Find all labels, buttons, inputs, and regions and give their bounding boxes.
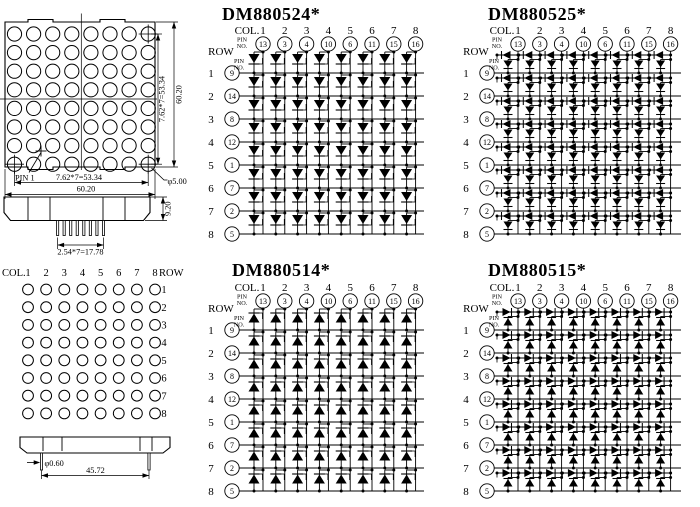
- dim-overall-width: 60.20: [76, 184, 96, 194]
- svg-text:7: 7: [230, 184, 234, 193]
- svg-text:5: 5: [463, 159, 469, 172]
- svg-text:ROW: ROW: [463, 46, 489, 58]
- svg-text:7: 7: [485, 441, 489, 450]
- svg-text:10: 10: [579, 297, 588, 306]
- svg-text:1: 1: [515, 282, 521, 294]
- svg-text:3: 3: [208, 370, 214, 383]
- svg-text:3: 3: [282, 297, 287, 306]
- svg-text:7: 7: [391, 25, 397, 37]
- svg-text:COL.: COL.: [234, 282, 260, 294]
- circuit-dm880524: [195, 22, 450, 247]
- svg-text:11: 11: [368, 297, 376, 306]
- svg-text:2: 2: [43, 268, 49, 279]
- svg-text:4: 4: [325, 282, 332, 294]
- svg-text:1: 1: [230, 161, 234, 170]
- svg-text:5: 5: [208, 159, 214, 172]
- svg-text:5: 5: [347, 282, 353, 294]
- dim-vertical-pitch: 7.62*7=53.34: [157, 75, 167, 123]
- svg-text:PIN: PIN: [237, 293, 247, 301]
- svg-text:NO.: NO.: [236, 300, 248, 307]
- svg-text:10: 10: [579, 40, 588, 49]
- svg-text:4: 4: [208, 393, 214, 406]
- svg-text:7: 7: [646, 282, 652, 294]
- svg-text:1: 1: [260, 25, 266, 37]
- svg-text:16: 16: [411, 40, 420, 49]
- svg-text:9: 9: [230, 326, 234, 335]
- svg-text:NO.: NO.: [233, 321, 245, 329]
- svg-text:6: 6: [161, 373, 167, 385]
- svg-text:PIN: PIN: [492, 293, 502, 301]
- svg-text:11: 11: [368, 40, 376, 49]
- svg-text:3: 3: [537, 297, 542, 306]
- svg-text:8: 8: [463, 485, 469, 498]
- svg-text:5: 5: [97, 268, 104, 279]
- svg-text:16: 16: [666, 40, 675, 49]
- svg-text:3: 3: [208, 113, 214, 126]
- svg-text:5: 5: [161, 355, 167, 367]
- svg-text:14: 14: [228, 349, 236, 358]
- svg-text:COL.: COL.: [489, 282, 515, 294]
- svg-text:6: 6: [603, 40, 608, 49]
- svg-text:NO.: NO.: [488, 64, 500, 72]
- svg-text:7: 7: [230, 441, 234, 450]
- svg-text:2: 2: [485, 464, 489, 473]
- circuit-dm880514: [195, 279, 450, 504]
- svg-text:7: 7: [391, 282, 397, 294]
- svg-text:7: 7: [485, 184, 489, 193]
- svg-text:5: 5: [602, 282, 608, 294]
- svg-text:3: 3: [463, 370, 469, 383]
- svg-text:7: 7: [463, 205, 469, 218]
- svg-text:2: 2: [208, 90, 214, 103]
- svg-text:13: 13: [259, 297, 267, 306]
- svg-text:1: 1: [260, 282, 266, 294]
- svg-text:5: 5: [602, 25, 608, 37]
- svg-text:3: 3: [558, 282, 565, 294]
- svg-text:4: 4: [79, 268, 86, 279]
- svg-text:2: 2: [230, 207, 234, 216]
- svg-text:5: 5: [485, 487, 489, 496]
- svg-text:8: 8: [485, 115, 489, 124]
- svg-text:2: 2: [282, 25, 288, 37]
- svg-text:9: 9: [230, 69, 234, 78]
- schematic-graphics: [463, 282, 681, 498]
- svg-text:8: 8: [485, 372, 489, 381]
- circuit-dm880525: [450, 22, 700, 247]
- side-view-divisions: [28, 197, 125, 221]
- svg-text:6: 6: [624, 25, 630, 37]
- part-title-dm880514: DM880514*: [232, 260, 331, 280]
- svg-text:3: 3: [282, 40, 287, 49]
- svg-text:5: 5: [463, 416, 469, 429]
- svg-text:4: 4: [559, 297, 564, 306]
- svg-text:2: 2: [463, 90, 469, 103]
- svg-text:7: 7: [161, 391, 167, 403]
- svg-text:16: 16: [666, 297, 675, 306]
- svg-text:5: 5: [230, 230, 234, 239]
- svg-text:8: 8: [230, 115, 234, 124]
- svg-text:5: 5: [485, 230, 489, 239]
- package-front-drawing: [0, 0, 200, 262]
- pin-layout-col-numbers: [25, 268, 157, 279]
- svg-text:3: 3: [303, 282, 310, 294]
- dim-horizontal-pitch: 7.62*7=53.34: [55, 173, 103, 182]
- svg-text:2: 2: [537, 25, 543, 37]
- svg-text:15: 15: [389, 297, 398, 306]
- col-header-label: COL.: [2, 268, 26, 279]
- svg-text:1: 1: [463, 67, 469, 80]
- dim-overall-height: 60.20: [174, 85, 184, 104]
- svg-text:7: 7: [646, 25, 652, 37]
- svg-text:8: 8: [208, 228, 214, 241]
- svg-text:9: 9: [485, 326, 489, 335]
- svg-text:COL.: COL.: [489, 25, 515, 37]
- svg-text:10: 10: [324, 40, 333, 49]
- svg-text:12: 12: [228, 395, 236, 404]
- svg-text:5: 5: [208, 416, 214, 429]
- svg-text:3: 3: [61, 268, 67, 279]
- part-title-dm880524: DM880524*: [222, 4, 321, 24]
- package-pin-layout-drawing: [0, 262, 198, 507]
- svg-text:3: 3: [558, 25, 565, 37]
- svg-text:13: 13: [259, 40, 267, 49]
- svg-text:6: 6: [348, 40, 353, 49]
- svg-text:3: 3: [463, 113, 469, 126]
- circuit-dm880515: [450, 279, 700, 504]
- svg-text:8: 8: [161, 409, 167, 420]
- dim-pin-row-span: 45.72: [86, 466, 105, 475]
- svg-text:7: 7: [463, 462, 469, 475]
- part-title-dm880515: DM880515*: [488, 260, 587, 280]
- svg-text:14: 14: [483, 349, 491, 358]
- dim-pin-diameter: φ0.60: [44, 458, 64, 468]
- svg-text:4: 4: [463, 136, 469, 149]
- svg-text:4: 4: [304, 297, 309, 306]
- dim-thickness: 9.20: [163, 201, 173, 216]
- part-title-dm880525: DM880525*: [488, 4, 587, 24]
- row-header-label: ROW: [159, 268, 184, 279]
- svg-text:9: 9: [485, 69, 489, 78]
- svg-text:1: 1: [230, 418, 234, 427]
- svg-text:1: 1: [208, 67, 214, 80]
- pin-layout-row-numbers: [161, 285, 167, 420]
- svg-text:2: 2: [161, 302, 167, 314]
- svg-text:2: 2: [282, 282, 288, 294]
- svg-text:13: 13: [514, 40, 522, 49]
- svg-text:1: 1: [25, 268, 31, 279]
- svg-text:8: 8: [667, 282, 674, 294]
- svg-text:4: 4: [208, 136, 214, 149]
- svg-text:3: 3: [537, 40, 542, 49]
- svg-text:2: 2: [485, 207, 489, 216]
- svg-text:11: 11: [623, 297, 631, 306]
- pin1-label: PIN 1: [15, 173, 35, 183]
- layout-side-divisions: [43, 437, 152, 451]
- svg-text:PIN: PIN: [489, 58, 499, 65]
- svg-text:6: 6: [208, 439, 214, 452]
- svg-text:12: 12: [483, 395, 491, 404]
- svg-text:PIN: PIN: [489, 315, 499, 322]
- svg-text:ROW: ROW: [208, 46, 234, 58]
- svg-text:NO.: NO.: [233, 64, 245, 72]
- svg-text:NO.: NO.: [491, 43, 503, 50]
- svg-text:12: 12: [228, 138, 236, 147]
- svg-text:6: 6: [603, 297, 608, 306]
- dim-dot-diameter: φ5.00: [167, 177, 187, 186]
- svg-text:2: 2: [230, 464, 234, 473]
- schematic-graphics: [208, 282, 424, 498]
- svg-text:8: 8: [412, 282, 419, 294]
- svg-text:8: 8: [667, 25, 674, 37]
- svg-text:6: 6: [624, 282, 630, 294]
- svg-text:4: 4: [580, 25, 587, 37]
- svg-text:14: 14: [228, 92, 236, 101]
- svg-text:7: 7: [134, 268, 140, 279]
- svg-text:8: 8: [230, 372, 234, 381]
- svg-text:8: 8: [463, 228, 469, 241]
- schematic-graphics: [463, 25, 681, 241]
- schematic-graphics: [208, 25, 424, 241]
- svg-text:4: 4: [161, 338, 167, 350]
- svg-text:15: 15: [644, 40, 653, 49]
- svg-text:1: 1: [515, 25, 521, 37]
- layout-side-body: [20, 437, 170, 453]
- svg-text:3: 3: [303, 25, 310, 37]
- svg-text:2: 2: [463, 347, 469, 360]
- svg-text:PIN: PIN: [234, 315, 244, 322]
- svg-text:8: 8: [208, 485, 214, 498]
- svg-text:6: 6: [369, 25, 375, 37]
- svg-text:PIN: PIN: [492, 36, 502, 44]
- svg-text:5: 5: [347, 25, 353, 37]
- svg-text:6: 6: [463, 439, 469, 452]
- svg-text:4: 4: [325, 25, 332, 37]
- svg-text:5: 5: [230, 487, 234, 496]
- svg-text:COL.: COL.: [234, 25, 260, 37]
- svg-text:4: 4: [559, 40, 564, 49]
- svg-text:3: 3: [161, 320, 167, 332]
- svg-text:PIN: PIN: [237, 36, 247, 44]
- svg-text:ROW: ROW: [208, 303, 234, 315]
- svg-text:8: 8: [152, 268, 158, 279]
- svg-text:6: 6: [116, 268, 122, 279]
- svg-text:4: 4: [580, 282, 587, 294]
- svg-text:NO.: NO.: [488, 321, 500, 329]
- svg-text:16: 16: [411, 297, 420, 306]
- svg-text:2: 2: [208, 347, 214, 360]
- svg-text:10: 10: [324, 297, 333, 306]
- svg-text:PIN: PIN: [234, 58, 244, 65]
- svg-text:15: 15: [389, 40, 398, 49]
- side-view-pins: [57, 221, 105, 236]
- front-view-dimensions: [5, 22, 178, 249]
- svg-text:NO.: NO.: [236, 43, 248, 50]
- svg-text:NO.: NO.: [491, 300, 503, 307]
- svg-text:6: 6: [463, 182, 469, 195]
- svg-text:4: 4: [304, 40, 309, 49]
- svg-text:11: 11: [623, 40, 631, 49]
- svg-text:15: 15: [644, 297, 653, 306]
- svg-text:1: 1: [161, 285, 167, 297]
- svg-text:7: 7: [208, 205, 214, 218]
- svg-text:8: 8: [412, 25, 419, 37]
- svg-text:1: 1: [485, 418, 489, 427]
- package-outline: [5, 20, 155, 170]
- svg-text:6: 6: [348, 297, 353, 306]
- svg-text:1: 1: [208, 324, 214, 337]
- svg-text:1: 1: [463, 324, 469, 337]
- pin-layout-dot-grid: [23, 284, 161, 419]
- svg-text:ROW: ROW: [463, 303, 489, 315]
- svg-text:6: 6: [208, 182, 214, 195]
- svg-text:13: 13: [514, 297, 522, 306]
- svg-text:6: 6: [369, 282, 375, 294]
- svg-text:2: 2: [537, 282, 543, 294]
- dim-pin-pitch: 2.54*7=17.78: [57, 247, 104, 257]
- svg-text:7: 7: [208, 462, 214, 475]
- side-view-body: [4, 197, 150, 221]
- svg-text:12: 12: [483, 138, 491, 147]
- svg-text:14: 14: [483, 92, 491, 101]
- svg-text:1: 1: [485, 161, 489, 170]
- svg-text:4: 4: [463, 393, 469, 406]
